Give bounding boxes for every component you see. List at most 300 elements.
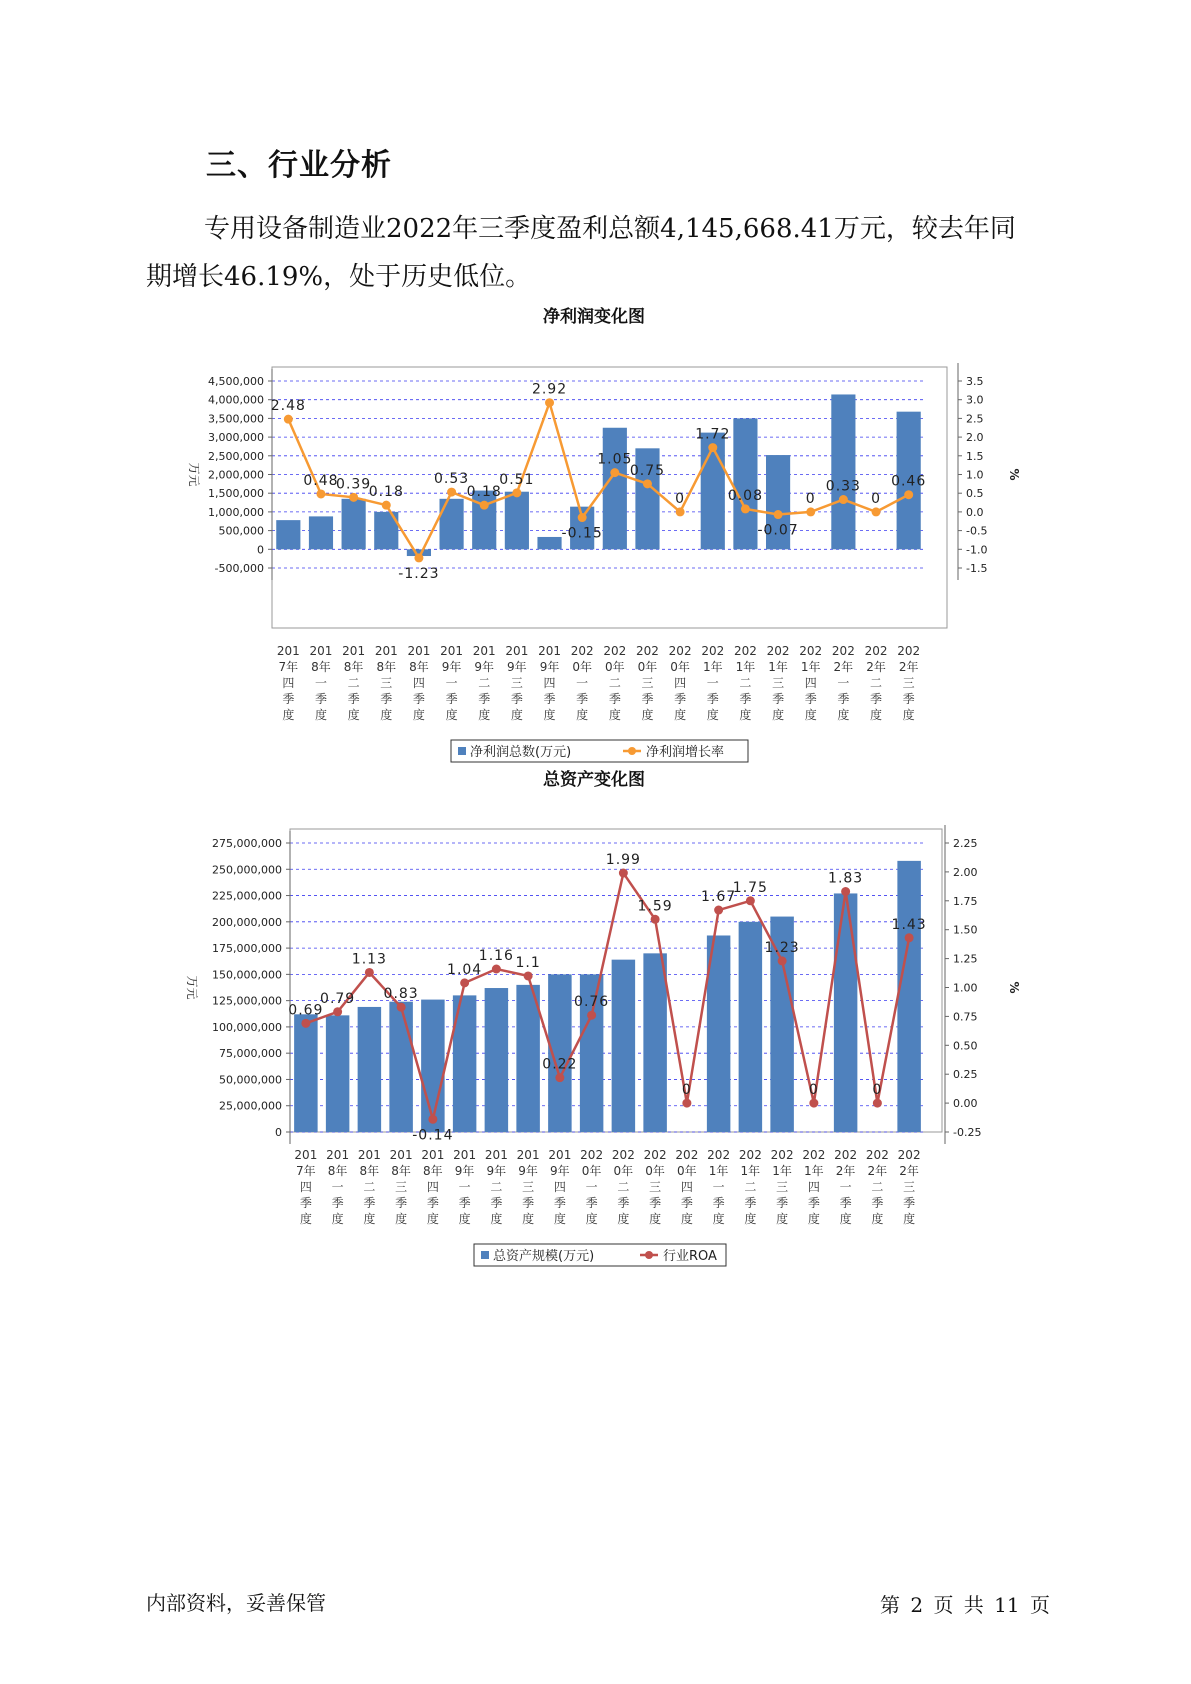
category-label: 季 [363, 1196, 376, 1210]
legend-line-marker [628, 747, 636, 755]
category-label: 一 [331, 1180, 344, 1194]
left-tick-label: 1,000,000 [208, 505, 264, 519]
data-label: 1.43 [891, 916, 927, 933]
category-label: 度 [543, 708, 556, 722]
category-label: 1年 [740, 1164, 761, 1178]
left-tick-label: 0 [257, 543, 264, 557]
data-label: 1.99 [605, 852, 641, 869]
category-label: 二 [347, 676, 360, 690]
bar-15 [739, 922, 762, 1132]
category-label: 2年 [898, 660, 919, 674]
right-tick-label: 0.75 [953, 1010, 978, 1024]
category-label: 201 [538, 644, 561, 658]
line-point-3 [365, 968, 374, 977]
category-label: 202 [611, 1148, 635, 1162]
bar-8 [516, 985, 539, 1132]
category-label: 度 [641, 708, 654, 722]
line-point-2 [316, 489, 325, 498]
category-label: 9年 [486, 1164, 507, 1178]
bar-2 [326, 1015, 349, 1132]
bar-18 [831, 394, 855, 549]
right-tick-label: -1.5 [966, 562, 988, 575]
data-label: 1.67 [701, 889, 737, 906]
category-label: 度 [426, 1212, 439, 1226]
category-label: 度 [445, 708, 458, 722]
category-label: 度 [617, 1212, 630, 1226]
data-label: 0.51 [499, 471, 535, 488]
summary-line-1: 专用设备制造业2022年三季度盈利总额4,145,668.41万元，较去年同 [204, 214, 1016, 244]
line-point-16 [778, 956, 787, 965]
category-label: 度 [576, 708, 589, 722]
category-label: 二 [744, 1180, 757, 1194]
category-label: 二 [871, 1180, 884, 1194]
category-label: 9年 [539, 660, 560, 674]
category-label: 季 [576, 692, 589, 706]
category-label: 8年 [391, 1164, 411, 1178]
category-label: 度 [380, 708, 393, 722]
data-label: 0.18 [368, 484, 404, 501]
right-tick-label: 2.0 [966, 431, 984, 445]
line-point-8 [524, 971, 533, 980]
category-label: 季 [739, 692, 752, 706]
line-point-19 [872, 507, 881, 516]
category-label: 9年 [441, 660, 462, 674]
category-label: 201 [472, 644, 496, 658]
category-label: 季 [837, 692, 850, 706]
line-point-6 [460, 978, 469, 987]
category-label: 季 [804, 692, 817, 706]
bar-1 [294, 1014, 317, 1132]
chart-2-title: 总资产变化图 [543, 770, 645, 790]
category-label: 8年 [311, 660, 331, 674]
category-label: 度 [776, 1212, 789, 1226]
bar-9 [537, 537, 561, 549]
chart-1-title: 净利润变化图 [543, 307, 645, 327]
left-tick-label: -500,000 [214, 562, 264, 575]
line-point-15 [741, 504, 750, 513]
category-label: 度 [490, 1212, 503, 1226]
left-tick-label: 25,000,000 [219, 1099, 282, 1113]
data-label: -1.23 [398, 565, 440, 582]
category-label: 1年 [800, 660, 821, 674]
category-label: 季 [674, 692, 687, 706]
category-label: 度 [903, 1212, 916, 1226]
line-point-16 [774, 510, 783, 519]
right-tick-label: 1.5 [966, 449, 984, 463]
data-label: 0.08 [727, 487, 764, 504]
left-tick-label: 2,000,000 [208, 468, 264, 482]
category-label: 四 [299, 1180, 312, 1194]
category-label: 度 [807, 1212, 820, 1226]
line-point-4 [397, 1003, 406, 1012]
legend-line-label: 净利润增长率 [646, 745, 725, 760]
category-label: 202 [766, 644, 790, 658]
line-point-20 [904, 490, 913, 499]
line-point-18 [839, 495, 848, 504]
legend-bar-swatch [458, 747, 466, 755]
category-label: 季 [314, 692, 327, 706]
category-label: 2年 [899, 1164, 919, 1178]
line-point-4 [382, 501, 391, 510]
category-label: 1年 [702, 660, 723, 674]
category-label: 9年 [454, 1164, 475, 1178]
category-label: 度 [772, 708, 785, 722]
left-tick-label: 175,000,000 [212, 942, 282, 956]
data-label: -0.15 [561, 525, 603, 542]
line-point-10 [587, 1011, 596, 1020]
category-label: 201 [342, 644, 366, 658]
right-tick-label: 1.50 [953, 923, 978, 937]
category-label: 三 [903, 1180, 916, 1194]
line-point-17 [806, 507, 815, 516]
category-label: 202 [770, 1148, 794, 1162]
left-tick-label: 225,000,000 [212, 889, 282, 903]
data-label: 0 [681, 1082, 692, 1099]
line-point-1 [301, 1019, 310, 1028]
line-point-9 [555, 1073, 564, 1082]
category-label: 三 [902, 676, 915, 690]
category-label: 二 [870, 676, 883, 690]
category-label: 202 [831, 644, 855, 658]
line-point-20 [905, 933, 914, 942]
right-tick-label: 1.25 [953, 952, 978, 966]
category-label: 202 [701, 644, 725, 658]
left-tick-label: 3,000,000 [208, 431, 264, 445]
right-tick-label: 0.0 [966, 505, 984, 519]
bar-11 [603, 428, 627, 550]
legend-line-label: 行业ROA [663, 1249, 717, 1264]
category-label: 8年 [423, 1164, 443, 1178]
category-label: 四 [807, 1180, 820, 1194]
category-label: 一 [314, 676, 327, 690]
category-label: 0年 [613, 1164, 634, 1178]
data-label: 0.76 [574, 994, 610, 1011]
category-label: 季 [510, 692, 523, 706]
category-label: 季 [553, 1196, 566, 1210]
category-label: 季 [380, 692, 393, 706]
left-tick-label: 2,500,000 [208, 449, 264, 463]
line-point-8 [512, 488, 521, 497]
category-label: 季 [902, 692, 915, 706]
bar-8 [505, 492, 529, 550]
category-label: 201 [505, 644, 529, 658]
summary-paragraph [146, 205, 1046, 301]
category-label: 201 [374, 644, 398, 658]
category-label: 8年 [327, 1164, 348, 1178]
category-label: 9年 [507, 660, 527, 674]
category-label: 1年 [735, 660, 756, 674]
left-tick-label: 4,500,000 [208, 375, 264, 388]
category-label: 202 [643, 1148, 667, 1162]
category-label: 季 [490, 1196, 503, 1210]
category-label: 季 [331, 1196, 344, 1210]
category-label: 0年 [677, 1164, 697, 1178]
category-label: 201 [276, 644, 300, 658]
category-label: 2年 [866, 660, 886, 674]
category-label: 二 [608, 676, 621, 690]
left-tick-label: 125,000,000 [212, 994, 282, 1008]
right-tick-label: 1.0 [966, 468, 984, 482]
category-label: 201 [484, 1148, 508, 1162]
category-label: 季 [426, 1196, 439, 1210]
data-label: 0.69 [288, 1002, 324, 1019]
category-label: 三 [649, 1180, 662, 1194]
category-label: 四 [680, 1180, 693, 1194]
right-tick-label: 2.25 [953, 837, 978, 850]
category-label: 7年 [278, 660, 299, 674]
line-point-17 [809, 1099, 818, 1108]
left-tick-label: 4,000,000 [208, 393, 264, 407]
category-label: 季 [445, 692, 458, 706]
line-point-13 [676, 507, 685, 516]
data-label: 1.13 [351, 951, 387, 968]
line-point-10 [578, 513, 587, 522]
category-label: 四 [804, 676, 817, 690]
data-label: -0.14 [412, 1127, 454, 1144]
line-point-5 [414, 553, 423, 562]
legend-bar-swatch [481, 1251, 489, 1259]
category-label: 一 [712, 1180, 725, 1194]
left-tick-label: 150,000,000 [212, 968, 282, 982]
data-label: 1.1 [515, 954, 541, 971]
bar-2 [309, 516, 333, 549]
category-label: 201 [440, 644, 464, 658]
category-label: 2年 [867, 1164, 888, 1178]
data-label: 0.75 [629, 462, 666, 479]
left-tick-label: 3,500,000 [208, 412, 264, 426]
category-label: 9年 [518, 1164, 538, 1178]
data-label: 1.16 [478, 948, 514, 965]
category-label: 度 [299, 1212, 312, 1226]
category-label: 1年 [768, 660, 788, 674]
category-label: 201 [548, 1148, 572, 1162]
category-label: 度 [553, 1212, 566, 1226]
data-label: 1.59 [637, 898, 673, 915]
category-label: 二 [739, 676, 752, 690]
section-heading: 三、行业分析 [206, 148, 392, 183]
category-label: 度 [282, 708, 295, 722]
category-label: 0年 [645, 1164, 665, 1178]
category-label: 四 [426, 1180, 439, 1194]
line-point-12 [643, 479, 652, 488]
category-label: 一 [576, 676, 589, 690]
line-point-12 [651, 915, 660, 924]
category-label: 201 [326, 1148, 350, 1162]
category-label: 三 [395, 1180, 408, 1194]
right-tick-label: 0.00 [953, 1097, 978, 1111]
category-label: 二 [617, 1180, 630, 1194]
total-assets-chart [0, 787, 1191, 1264]
data-label: 1.05 [597, 451, 633, 468]
category-label: 度 [347, 708, 360, 722]
category-label: 202 [738, 1148, 762, 1162]
category-label: 季 [617, 1196, 630, 1210]
bar-18 [834, 893, 857, 1132]
legend-line-marker [645, 1251, 653, 1259]
category-label: 一 [445, 676, 458, 690]
category-label: 度 [744, 1212, 757, 1226]
category-label: 度 [649, 1212, 662, 1226]
line-point-7 [480, 501, 489, 510]
category-label: 季 [776, 1196, 789, 1210]
category-label: 度 [839, 1212, 852, 1226]
data-label: 2.92 [531, 381, 568, 398]
category-label: 201 [309, 644, 333, 658]
category-label: 一 [706, 676, 719, 690]
line-point-9 [545, 398, 554, 407]
category-label: 2年 [835, 1164, 856, 1178]
data-label: 1.72 [695, 426, 731, 443]
category-label: 201 [407, 644, 431, 658]
category-label: 0年 [605, 660, 625, 674]
bar-3 [342, 499, 366, 549]
data-label: 0.79 [320, 990, 356, 1007]
category-label: 度 [412, 708, 425, 722]
data-label: 2.48 [270, 398, 306, 415]
data-label: 0.33 [825, 478, 861, 495]
category-label: 三 [522, 1180, 535, 1194]
category-label: 度 [712, 1212, 725, 1226]
data-label: 0 [872, 1082, 883, 1099]
category-label: 度 [608, 708, 621, 722]
category-label: 三 [772, 676, 785, 690]
data-label: 1.75 [732, 879, 768, 896]
category-label: 季 [807, 1196, 820, 1210]
category-label: 季 [706, 692, 719, 706]
bar-5 [421, 1000, 444, 1132]
category-label: 8年 [359, 1164, 380, 1178]
data-label: 1.23 [764, 939, 800, 956]
category-label: 三 [641, 676, 654, 690]
category-label: 一 [458, 1180, 471, 1194]
category-label: 度 [902, 708, 915, 722]
category-label: 度 [458, 1212, 471, 1226]
category-label: 四 [282, 676, 295, 690]
category-label: 季 [608, 692, 621, 706]
right-tick-label: 0.50 [953, 1039, 978, 1053]
bar-7 [485, 988, 508, 1132]
category-label: 度 [870, 708, 883, 722]
category-label: 度 [871, 1212, 884, 1226]
category-label: 201 [421, 1148, 445, 1162]
bar-3 [358, 1007, 381, 1132]
bar-15 [733, 418, 757, 549]
category-label: 二 [478, 676, 491, 690]
category-label: 季 [458, 1196, 471, 1210]
left-axis-title: 万元 [187, 462, 201, 487]
category-label: 三 [380, 676, 393, 690]
category-label: 8年 [343, 660, 364, 674]
right-tick-label: 0.5 [966, 487, 984, 501]
data-label: -0.07 [757, 522, 799, 539]
line-point-3 [349, 493, 358, 502]
legend-bar-label: 净利润总数(万元) [470, 745, 572, 760]
category-label: 度 [680, 1212, 693, 1226]
bar-4 [389, 1002, 412, 1132]
category-label: 季 [543, 692, 556, 706]
category-label: 二 [363, 1180, 376, 1194]
right-axis-title: % [1007, 981, 1021, 994]
category-label: 202 [675, 1148, 699, 1162]
summary-line-2: 期增长46.19%，处于历史低位。 [146, 262, 532, 292]
category-label: 季 [839, 1196, 852, 1210]
category-label: 四 [543, 676, 556, 690]
category-label: 202 [864, 644, 888, 658]
category-label: 201 [389, 1148, 413, 1162]
bar-20 [897, 861, 920, 1132]
category-label: 202 [733, 644, 757, 658]
category-label: 7年 [296, 1164, 316, 1178]
category-label: 度 [363, 1212, 376, 1226]
line-point-13 [682, 1099, 691, 1108]
right-tick-label: 3.0 [966, 393, 984, 407]
category-label: 202 [636, 644, 659, 658]
category-label: 度 [804, 708, 817, 722]
category-label: 一 [837, 676, 850, 690]
left-tick-label: 75,000,000 [219, 1047, 282, 1061]
line-point-5 [428, 1115, 437, 1124]
category-label: 四 [553, 1180, 566, 1194]
category-label: 1年 [708, 1164, 729, 1178]
bar-1 [276, 520, 300, 549]
data-label: 0.48 [303, 472, 339, 489]
right-tick-label: 2.5 [966, 412, 984, 426]
category-label: 度 [522, 1212, 535, 1226]
left-tick-label: 100,000,000 [212, 1020, 282, 1034]
left-tick-label: 0 [275, 1126, 282, 1139]
category-label: 2年 [833, 660, 854, 674]
category-label: 8年 [376, 660, 397, 674]
data-label: 0.53 [433, 471, 470, 488]
left-tick-label: 250,000,000 [212, 863, 282, 877]
category-label: 202 [570, 644, 594, 658]
category-label: 202 [799, 644, 823, 658]
category-label: 季 [744, 1196, 757, 1210]
category-label: 季 [649, 1196, 662, 1210]
category-label: 202 [897, 1148, 921, 1162]
category-label: 季 [347, 692, 360, 706]
data-label: 0 [808, 1082, 819, 1099]
category-label: 度 [739, 708, 752, 722]
category-label: 8年 [409, 660, 429, 674]
category-label: 度 [314, 708, 327, 722]
data-label: 0 [675, 490, 686, 507]
right-tick-label: 1.75 [953, 894, 978, 908]
right-axis-title: % [1007, 468, 1021, 481]
right-tick-label: 0.25 [953, 1068, 978, 1082]
category-label: 季 [712, 1196, 725, 1210]
line-point-19 [873, 1099, 882, 1108]
category-label: 季 [299, 1196, 312, 1210]
category-label: 季 [585, 1196, 598, 1210]
data-label: 0.39 [336, 476, 372, 493]
category-label: 季 [772, 692, 785, 706]
category-label: 季 [282, 692, 295, 706]
left-tick-label: 1,500,000 [208, 487, 264, 501]
category-label: 9年 [474, 660, 495, 674]
category-label: 201 [516, 1148, 540, 1162]
category-label: 度 [478, 708, 491, 722]
data-label: 0.22 [542, 1056, 578, 1073]
category-label: 季 [870, 692, 883, 706]
line-point-7 [492, 965, 501, 974]
left-tick-label: 200,000,000 [212, 915, 282, 929]
right-tick-label: -1.0 [966, 543, 988, 557]
net-profit-chart [0, 325, 1191, 785]
line-point-2 [333, 1007, 342, 1016]
category-label: 度 [510, 708, 523, 722]
line-point-15 [746, 896, 755, 905]
